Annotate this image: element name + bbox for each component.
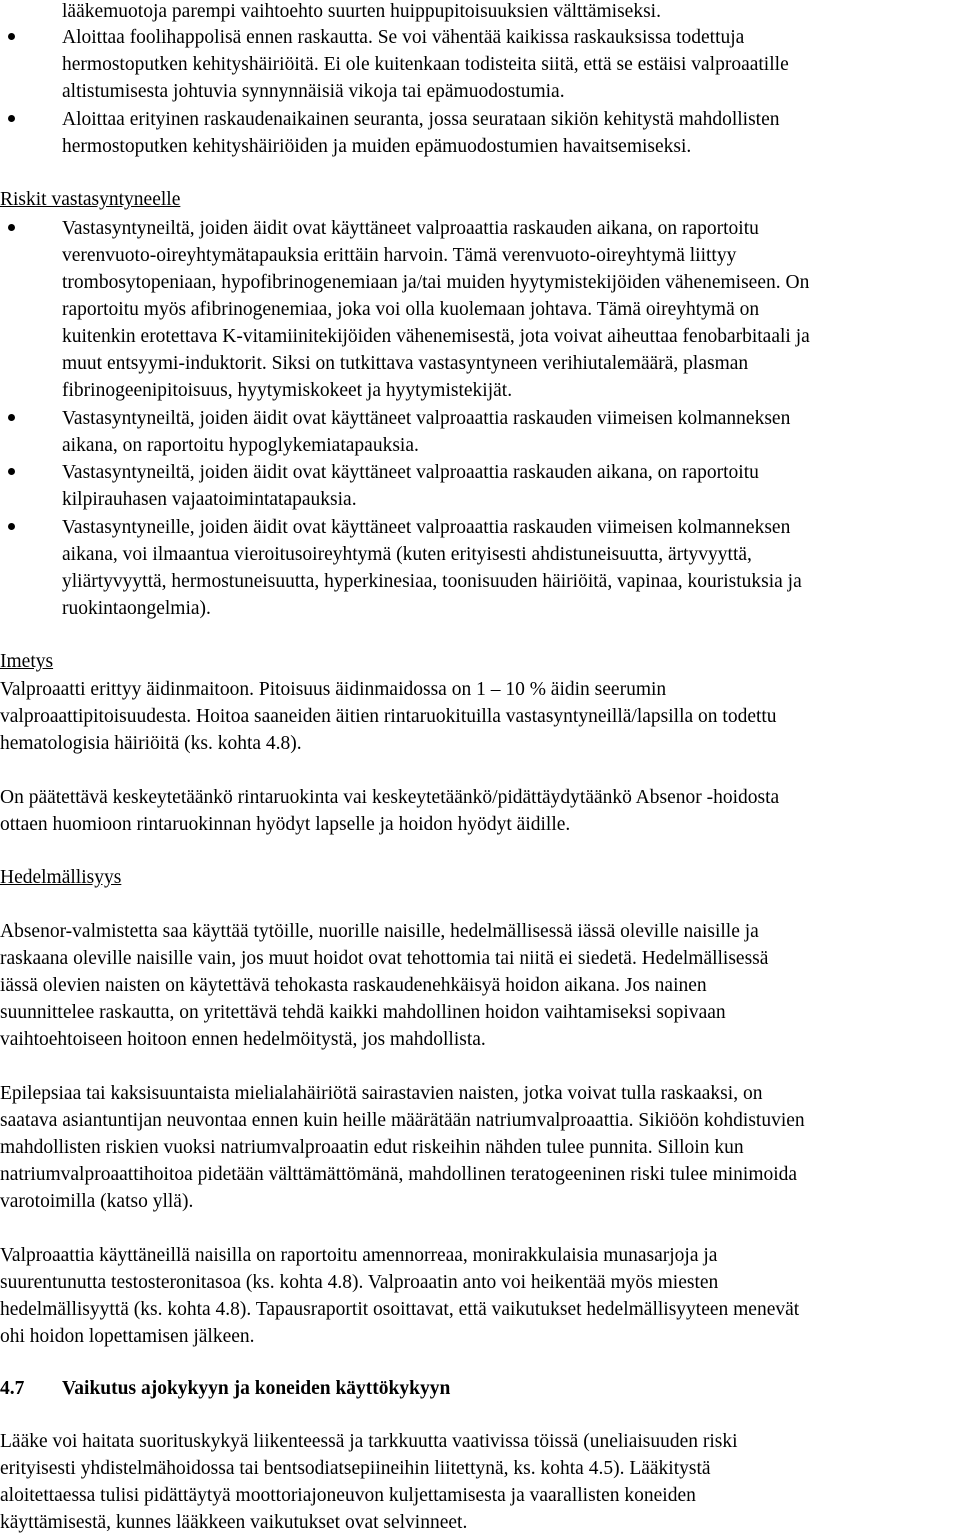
text-line: hematologisia häiriöitä (ks. kohta 4.8).: [0, 733, 302, 754]
text-line: vaihtoehtoiseen hoitoon ennen hedelmöitystä, jos mahdollista.: [0, 1029, 486, 1050]
text-line: ottaen huomioon rintaruokinnan hyödyt lapselle ja hoidon hyödyt äidille.: [0, 814, 571, 835]
text-line: altistumisesta johtuvia synnynnäisiä vikoja tai epämuodostumia.: [62, 81, 565, 102]
text-line: suunnittelee raskautta, on yritettävä tehdä kaikki mahdollinen hoidon vaihtamiseksi sopivaan: [0, 1002, 726, 1023]
bullet-icon: [8, 224, 15, 231]
text-line: suurentunutta testosteronitasoa (ks. kohta 4.8). Valproaatin anto voi heikentää myös miesten: [0, 1272, 719, 1293]
text-line: aikana, on raportoitu hypoglykemiatapauksia.: [62, 435, 419, 456]
text-line: Vastasyntyneiltä, joiden äidit ovat käyttäneet valproaattia raskauden viimeisen kolmanneksen: [62, 408, 791, 429]
text-line: yliärtyvyyttä, hermostuneisuutta, hyperkinesiaa, toonisuuden häiriöitä, vapinaa, kouristuksia ja: [62, 571, 802, 592]
section-number: 4.7: [0, 1378, 25, 1399]
bullet-icon: [8, 523, 15, 530]
section-heading-riskit: Riskit vastasyntyneelle: [0, 189, 181, 210]
text-line: hermostoputken kehityshäiriöiden ja muiden epämuodostumien havaitsemiseksi.: [62, 136, 692, 157]
text-line: hermostoputken kehityshäiriöitä. Ei ole kuitenkaan todisteita siitä, että se estäisi valproaatille: [62, 54, 789, 75]
text-line: ruokintaongelmia).: [62, 598, 211, 619]
text-line: erityisesti yhdistelmähoidossa tai bentsodiatsepiineihin liitettynä, ks. kohta 4.5). Lääkitystä: [0, 1458, 711, 1479]
text-line: Aloittaa foolihappolisä ennen raskautta. Se voi vähentää kaikissa raskauksissa todettuja: [62, 27, 745, 48]
section-title: Vaikutus ajokykyyn ja koneiden käyttökykyyn: [62, 1378, 451, 1399]
text-line: raportoitu myös afibrinogenemiaa, joka voi olla kuolemaan johtava. Tämä oireyhtymä on: [62, 299, 760, 320]
text-line: On päätettävä keskeytetäänkö rintaruokinta vai keskeytetäänkö/pidättäydytäänkö Absenor -hoidosta: [0, 787, 780, 808]
text-line: aloitettaessa tulisi pidättäytyä moottoriajoneuvon kuljettamisesta ja vaarallisten koneiden: [0, 1485, 696, 1506]
text-line: natriumvalproaattihoitoa pidetään välttämättömänä, mahdollinen teratogeeninen riski tulee minimoida: [0, 1164, 798, 1185]
bullet-icon: [8, 414, 15, 421]
text-line: lääkemuotoja parempi vaihtoehto suurten huippupitoisuuksien välttämiseksi.: [62, 1, 661, 22]
text-line: Vastasyntyneiltä, joiden äidit ovat käyttäneet valproaattia raskauden aikana, on raportoitu: [62, 462, 759, 483]
text-line: Vastasyntyneiltä, joiden äidit ovat käyttäneet valproaattia raskauden aikana, on raportoitu: [62, 218, 759, 239]
text-line: käyttämisestä, kunnes lääkkeen vaikutukset ovat selvinneet.: [0, 1512, 468, 1533]
section-heading-imetys: Imetys: [0, 651, 54, 672]
text-line: verenvuoto-oireyhtymätapauksia erittäin harvoin. Tämä verenvuoto-oireyhtymä liittyy: [62, 245, 737, 266]
text-line: Absenor-valmistetta saa käyttää tytöille, nuorille naisille, hedelmällisessä iässä oleville naisille ja: [0, 921, 759, 942]
text-line: trombosytopeniaan, hypofibrinogenemiaan ja/tai muiden hyytymistekijöiden vähenemiseen. On: [62, 272, 810, 293]
text-line: aikana, voi ilmaantua vieroitusoireyhtymä (kuten erityisesti ahdistuneisuutta, ärtyvyyttä,: [62, 544, 752, 565]
text-line: ohi hoidon lopettamisen jälkeen.: [0, 1326, 255, 1347]
text-line: fibrinogeenipitoisuus, hyytymiskokeet ja hyytymistekijät.: [62, 380, 513, 401]
text-line: Valproaattia käyttäneillä naisilla on raportoitu amennorreaa, monirakkulaisia munasarjoja ja: [0, 1245, 718, 1266]
text-line: kilpirauhasen vajaatoimintatapauksia.: [62, 489, 357, 510]
bullet-icon: [8, 33, 15, 40]
text-line: valproaattipitoisuudesta. Hoitoa saaneiden äitien rintaruokituilla vastasyntyneillä/lapsilla on todettu: [0, 706, 777, 727]
text-line: Epilepsiaa tai kaksisuuntaista mielialahäiriötä sairastavien naisten, jotka voivat tulla raskaaksi, on: [0, 1083, 763, 1104]
text-line: mahdollisten riskien vuoksi natriumvalproaatin edut riskeihin nähden tulee punnita. Silloin kun: [0, 1137, 744, 1158]
text-line: Lääke voi haitata suorituskykyä liikenteessä ja tarkkuutta vaativissa töissä (uneliaisuuden riski: [0, 1431, 738, 1452]
text-line: Valproaatti erittyy äidinmaitoon. Pitoisuus äidinmaidossa on 1 – 10 % äidin seerumin: [0, 679, 667, 700]
text-line: hedelmällisyyttä (ks. kohta 4.8). Tapausraportit osoittavat, että vaikutukset hedelmällisyyteen menevät: [0, 1299, 800, 1320]
text-line: muut entsyymi-induktorit. Siksi on tutkittava vastasyntyneen verihiutalemäärä, plasman: [62, 353, 749, 374]
text-line: Vastasyntyneille, joiden äidit ovat käyttäneet valproaattia raskauden viimeisen kolmanneksen: [62, 517, 791, 538]
text-line: kuitenkin erotettava K-vitamiinitekijöiden vähenemisestä, jota voivat aiheuttaa fenobarbitaali ja: [62, 326, 810, 347]
bullet-icon: [8, 468, 15, 475]
text-line: varotoimilla (katso yllä).: [0, 1191, 194, 1212]
text-line: iässä olevien naisten on käytettävä tehokasta raskaudenehkäisyä hoidon aikana. Jos nainen: [0, 975, 707, 996]
text-line: raskaana oleville naisille vain, jos muut hoidot ovat tehottomia tai niitä ei siedetä. Hedelmällisessä: [0, 948, 769, 969]
text-line: Aloittaa erityinen raskaudenaikainen seuranta, jossa seurataan sikiön kehitystä mahdollisten: [62, 109, 780, 130]
text-line: saatava asiantuntijan neuvontaa ennen kuin heille määrätään natriumvalproaattia. Sikiöön kohdistuvien: [0, 1110, 805, 1131]
section-heading-hedelmallisyys: Hedelmällisyys: [0, 867, 122, 888]
bullet-icon: [8, 115, 15, 122]
